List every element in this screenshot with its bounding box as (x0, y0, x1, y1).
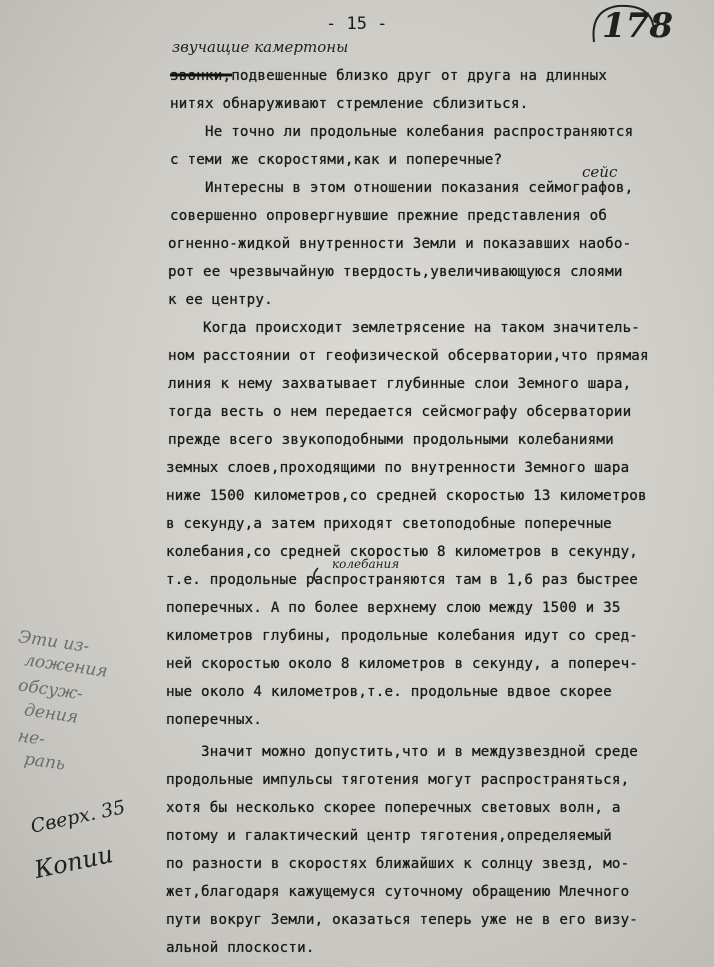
text-line: огненно-жидкой внутренности Земли и показавших наобо- (168, 236, 632, 252)
text-line: Интересны в этом отношении показания сеймографов, (170, 180, 634, 196)
pencil-note-line: рапь (22, 749, 67, 775)
correction-seis: сейс (582, 163, 618, 181)
strike-mark (170, 70, 240, 80)
pencil-note-line: ложения (23, 650, 109, 682)
pencil-note-line: дения (22, 700, 80, 728)
text-line: совершенно опровергнувшие прежние представления об (170, 208, 608, 224)
text-line: жет,благодаря кажущемуся суточному обращению Млечного (166, 884, 630, 900)
text-line: хотя бы несколько скорее поперечных световых волн, а (166, 800, 621, 816)
text-line: Значит можно допустить,что и в междузвездной среде (166, 744, 639, 760)
ink-note-line: Копии (31, 840, 116, 884)
text-line: прежде всего звукоподобными продольными колебаниями (168, 432, 614, 448)
ink-note-line: Сверх. 35 (28, 796, 128, 838)
text-line: Не точно ли продольные колебания распространяются (170, 124, 634, 140)
text-line: альной плоскости. (166, 940, 315, 956)
text-line: нитях обнаруживают стремление сблизиться. (170, 96, 529, 112)
text-line: рот ее чрезвычайную твердость,увеличивающуюся слоями (168, 264, 623, 280)
insertion-caret-icon (308, 566, 338, 586)
text-line: Когда происходит землетрясение на таком значитель- (168, 320, 641, 336)
text-line: т.е. продольные распространяются там в 1,6 раз быстрее (166, 572, 639, 588)
text-line: с теми же скоростями,как и поперечные? (170, 152, 503, 168)
text-line: потому и галактический центр тяготения,определяемый (166, 828, 612, 844)
text-line: ней скоростью около 8 километров в секунду, а попереч- (166, 656, 639, 672)
correction-above-line1: звучащие камертоны (172, 38, 349, 56)
text-line: ные около 4 километров,т.е. продольные вдвое скорее (166, 684, 612, 700)
text-line: тогда весть о нем передается сейсмографу обсерватории (168, 404, 632, 420)
text-line: к ее центру. (168, 292, 273, 308)
archive-number: 178 (602, 6, 673, 46)
text-line: продольные импульсы тяготения могут распространяться, (166, 772, 630, 788)
text-line: пути вокруг Земли, оказаться теперь уже не в его визу- (166, 912, 639, 928)
text-line: километров глубины, продольные колебания идут со сред- (166, 628, 639, 644)
pencil-note-line: обсуж- (16, 675, 85, 705)
text-line: поперечных. (166, 712, 263, 728)
archive-number-circle-icon (588, 2, 658, 50)
text-line: земных слоев,проходящими по внутренности Земного шара (166, 460, 630, 476)
text-line: по разности в скоростях ближайших к солнцу звезд, мо- (166, 856, 630, 872)
correction-kolebaniya: колебания (332, 557, 400, 571)
text-line: поперечных. А по более верхнему слою между 1500 и 35 (166, 600, 621, 616)
text-line: линия к нему захватывает глубинные слои Земного шара, (168, 376, 632, 392)
text-line: ном расстоянии от геофизической обсерватории,что прямая (168, 348, 649, 364)
text-line: звонки,подвешенные близко друг от друга на длинных (170, 68, 608, 84)
page-number: - 15 - (326, 14, 388, 34)
pencil-note-line: Эти из- (16, 627, 91, 657)
text-line: в секунду,а затем приходят светоподобные поперечные (166, 516, 612, 532)
pencil-note-line: не- (16, 726, 47, 750)
text-line: колебания,со средней скоростью 8 километров в секунду, (166, 544, 639, 560)
text-line: ниже 1500 километров,со средней скоростью 13 километров (166, 488, 647, 504)
